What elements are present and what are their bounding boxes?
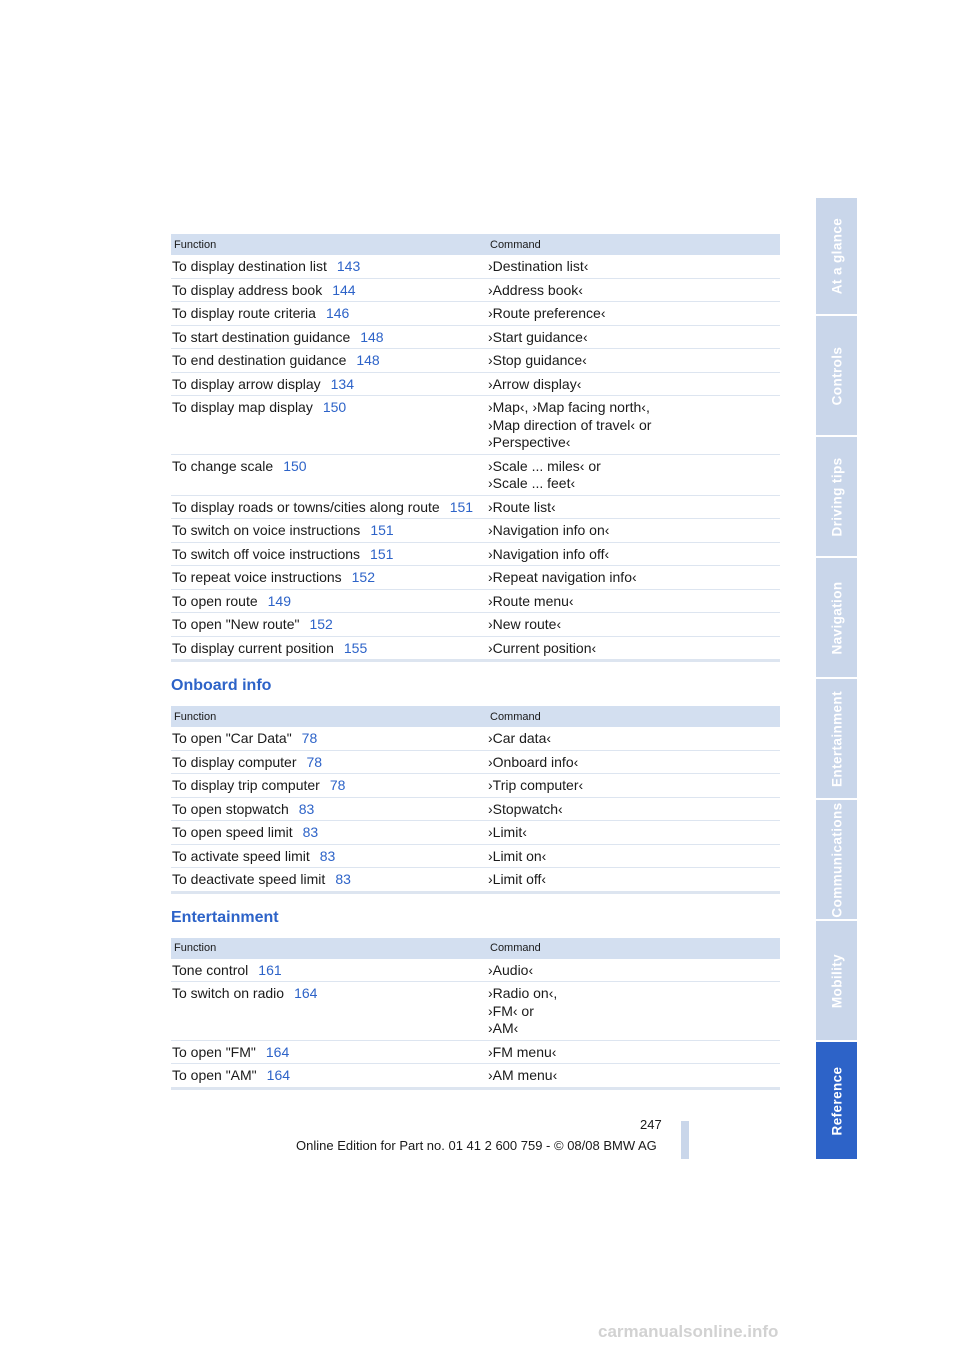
command-column-header: Command	[487, 234, 780, 255]
command-line: ›Stop guidance‹	[488, 352, 587, 368]
function-text: To open "FM"	[172, 1043, 256, 1060]
section-tab-entertainment[interactable]	[816, 679, 857, 798]
section-title-onboard-info: Onboard info	[171, 677, 272, 694]
table-header-row	[171, 938, 780, 959]
function-cell	[171, 982, 487, 1041]
section-tab-mobility[interactable]	[816, 921, 857, 1040]
page-reference-link[interactable]: 146	[325, 305, 350, 321]
function-cell	[171, 1040, 487, 1064]
function-cell	[171, 844, 487, 868]
command-column-header: Command	[487, 706, 780, 727]
command-cell	[487, 589, 780, 613]
page-reference-link[interactable]: 161	[258, 961, 282, 978]
table-row	[171, 982, 780, 1041]
command-line: ›Current position‹	[488, 639, 597, 656]
page-reference-link[interactable]: 150	[283, 457, 307, 474]
function-text: To end destination guidance	[172, 352, 347, 368]
function-cell	[171, 566, 487, 590]
function-text: To open speed limit	[172, 824, 293, 840]
page-reference-link[interactable]: 152	[351, 569, 375, 585]
command-cell	[487, 566, 780, 590]
function-cell	[171, 542, 487, 566]
function-text: To display current position	[172, 639, 334, 656]
function-column-header: Function	[171, 706, 487, 727]
command-line: ›AM‹	[488, 1020, 519, 1036]
table-row	[171, 750, 780, 774]
table-row	[171, 959, 780, 982]
command-line: ›FM menu‹	[488, 1043, 557, 1060]
command-line: ›Route preference‹	[488, 305, 606, 321]
function-text: To open "Car Data"	[172, 730, 292, 746]
table-row	[171, 454, 780, 495]
function-text: To display trip computer	[172, 777, 320, 793]
entertainment-command-table	[171, 938, 780, 1090]
function-cell	[171, 589, 487, 613]
page-reference-link[interactable]: 164	[266, 1067, 291, 1083]
onboard-table-body	[171, 727, 780, 892]
table-row	[171, 774, 780, 798]
command-line: ›Limit‹	[488, 824, 527, 840]
section-tab-label: Mobility	[829, 953, 844, 1008]
command-cell	[487, 1040, 780, 1064]
page-reference-link[interactable]: 134	[330, 375, 354, 392]
command-line: ›Route menu‹	[488, 592, 574, 609]
navigation-command-table	[171, 234, 780, 662]
command-line: ›Limit on‹	[488, 847, 547, 864]
function-text: To display route criteria	[172, 305, 316, 321]
command-line: ›Map‹, ›Map facing north‹,	[488, 399, 650, 415]
section-tab-label: Reference	[829, 1066, 844, 1135]
command-cell	[487, 519, 780, 543]
page-reference-link[interactable]: 148	[356, 352, 380, 368]
function-text: To open route	[172, 592, 258, 609]
command-line: ›Arrow display‹	[488, 375, 582, 392]
command-line: ›Repeat navigation info‹	[488, 569, 637, 585]
command-line: ›Start guidance‹	[488, 328, 588, 345]
section-tab-label: Navigation	[829, 580, 844, 655]
function-text: To switch on radio	[172, 985, 285, 1001]
table-row	[171, 302, 780, 326]
function-cell	[171, 636, 487, 661]
command-line: ›Scale ... miles‹ or	[488, 457, 601, 474]
table-row	[171, 542, 780, 566]
function-text: To switch on voice instructions	[172, 522, 361, 538]
page-number: 247	[640, 1117, 662, 1132]
function-text: To display computer	[172, 753, 297, 770]
table-row	[171, 495, 780, 519]
command-line: ›Onboard info‹	[488, 753, 579, 770]
command-column-header: Command	[487, 938, 780, 959]
command-line: ›Trip computer‹	[488, 777, 584, 793]
function-text: To display map display	[172, 399, 313, 415]
page-reference-link[interactable]: 151	[370, 545, 394, 562]
page-reference-link[interactable]: 143	[336, 258, 361, 274]
command-cell	[487, 495, 780, 519]
command-cell	[487, 278, 780, 302]
page-reference-link[interactable]: 78	[329, 777, 346, 793]
function-text: To display destination list	[172, 258, 327, 274]
table-header-row	[171, 234, 780, 255]
command-line: ›Address book‹	[488, 281, 583, 298]
command-cell	[487, 255, 780, 278]
table-row	[171, 349, 780, 373]
function-cell	[171, 372, 487, 396]
page-reference-link[interactable]: 150	[322, 399, 347, 415]
command-cell	[487, 982, 780, 1041]
function-text: To repeat voice instructions	[172, 569, 342, 585]
table-row	[171, 566, 780, 590]
command-cell	[487, 797, 780, 821]
page-reference-link[interactable]: 78	[301, 730, 318, 746]
function-cell	[171, 349, 487, 373]
navigation-table-body	[171, 255, 780, 661]
function-cell	[171, 278, 487, 302]
command-cell	[487, 396, 780, 455]
command-line: ›Map direction of travel‹ or	[488, 416, 652, 433]
page-reference-link[interactable]: 83	[302, 824, 319, 840]
onboard-command-table	[171, 706, 780, 894]
function-text: To deactivate speed limit	[172, 871, 326, 887]
section-tab-navigation[interactable]	[816, 558, 857, 677]
page-number-bar	[681, 1121, 689, 1159]
function-cell	[171, 519, 487, 543]
function-text: Tone control	[172, 961, 249, 978]
function-cell	[171, 750, 487, 774]
page-reference-link[interactable]: 148	[360, 328, 384, 345]
command-cell	[487, 542, 780, 566]
function-cell	[171, 1064, 487, 1089]
function-cell	[171, 821, 487, 845]
command-cell	[487, 844, 780, 868]
function-text: To start destination guidance	[172, 328, 351, 345]
section-tabs	[816, 198, 857, 1161]
page-reference-link[interactable]: 144	[332, 281, 356, 298]
page-reference-link[interactable]: 151	[449, 498, 474, 515]
command-cell	[487, 636, 780, 661]
command-cell	[487, 821, 780, 845]
edition-note: Online Edition for Part no. 01 41 2 600 759 - © 08/08 BMW AG	[296, 1138, 657, 1153]
table-row	[171, 1064, 780, 1089]
function-text: To open "New route"	[172, 616, 300, 632]
command-cell	[487, 868, 780, 893]
page-reference-link[interactable]: 83	[319, 847, 336, 864]
command-cell	[487, 325, 780, 349]
command-line: ›Radio on‹,	[488, 985, 558, 1001]
function-text: To activate speed limit	[172, 847, 310, 864]
table-row	[171, 636, 780, 661]
command-line: ›Car data‹	[488, 730, 552, 746]
section-tab-label: Communications	[829, 801, 844, 918]
function-cell	[171, 727, 487, 750]
table-row	[171, 727, 780, 750]
table-row	[171, 519, 780, 543]
page-reference-link[interactable]: 83	[298, 800, 315, 817]
command-cell	[487, 454, 780, 495]
command-cell	[487, 774, 780, 798]
command-line: ›Scale ... feet‹	[488, 475, 576, 491]
function-cell	[171, 495, 487, 519]
command-cell	[487, 372, 780, 396]
table-row	[171, 821, 780, 845]
command-line: ›Navigation info on‹	[488, 522, 610, 538]
function-text: To display address book	[172, 281, 323, 298]
command-line: ›Limit off‹	[488, 871, 547, 887]
section-tab-label: Controls	[829, 346, 844, 405]
command-line: ›Stopwatch‹	[488, 800, 563, 817]
command-line: ›Audio‹	[488, 961, 534, 978]
command-cell	[487, 727, 780, 750]
page-reference-link[interactable]: 151	[370, 522, 394, 538]
function-cell	[171, 396, 487, 455]
section-tab-label: Driving tips	[829, 456, 844, 537]
function-cell	[171, 774, 487, 798]
command-line: ›Navigation info off‹	[488, 545, 610, 562]
page-reference-link[interactable]: 152	[309, 616, 333, 632]
entertainment-table-body	[171, 959, 780, 1089]
section-tab-driving-tips[interactable]	[816, 437, 857, 556]
function-text: To switch off voice instructions	[172, 545, 361, 562]
table-row	[171, 589, 780, 613]
command-cell	[487, 1064, 780, 1089]
section-tab-at-a-glance[interactable]	[816, 198, 857, 314]
page-content	[171, 234, 780, 1090]
page-reference-link[interactable]: 83	[335, 871, 351, 887]
function-column-header: Function	[171, 234, 487, 255]
page-reference-link[interactable]: 78	[306, 753, 323, 770]
function-cell	[171, 797, 487, 821]
command-cell	[487, 959, 780, 982]
section-tab-communications[interactable]	[816, 800, 857, 919]
function-cell	[171, 454, 487, 495]
function-text: To open "AM"	[172, 1067, 257, 1083]
command-line: ›Route list‹	[488, 498, 556, 515]
table-row	[171, 613, 780, 637]
function-cell	[171, 302, 487, 326]
function-cell	[171, 325, 487, 349]
table-header-row	[171, 706, 780, 727]
function-column-header: Function	[171, 938, 487, 959]
function-cell	[171, 959, 487, 982]
watermark-text: carmanualsonline.info	[598, 1322, 779, 1341]
page-reference-link[interactable]: 149	[267, 592, 291, 609]
section-tab-label: At a glance	[829, 217, 844, 295]
table-row	[171, 278, 780, 302]
section-tab-reference[interactable]	[816, 1042, 857, 1159]
table-row	[171, 868, 780, 893]
function-text: To display arrow display	[172, 375, 321, 392]
command-cell	[487, 613, 780, 637]
function-cell	[171, 613, 487, 637]
command-line: ›Perspective‹	[488, 434, 571, 450]
table-row	[171, 1040, 780, 1064]
page-reference-link[interactable]: 155	[343, 639, 368, 656]
function-cell	[171, 255, 487, 278]
function-text: To display roads or towns/cities along route	[172, 498, 440, 515]
table-row	[171, 372, 780, 396]
command-line: ›Destination list‹	[488, 258, 589, 274]
page-reference-link[interactable]: 164	[265, 1043, 290, 1060]
section-tab-controls[interactable]	[816, 316, 857, 435]
command-line: ›FM‹ or	[488, 1002, 534, 1019]
function-text: To open stopwatch	[172, 800, 289, 817]
function-cell	[171, 868, 487, 893]
table-row	[171, 325, 780, 349]
section-tab-label: Entertainment	[829, 690, 844, 787]
page-reference-link[interactable]: 164	[294, 985, 318, 1001]
command-cell	[487, 750, 780, 774]
table-row	[171, 396, 780, 455]
table-row	[171, 255, 780, 278]
function-text: To change scale	[172, 457, 274, 474]
section-title-entertainment: Entertainment	[171, 908, 279, 926]
command-cell	[487, 349, 780, 373]
command-line: ›New route‹	[488, 616, 562, 632]
command-line: ›AM menu‹	[488, 1067, 558, 1083]
table-row	[171, 844, 780, 868]
command-cell	[487, 302, 780, 326]
table-row	[171, 797, 780, 821]
